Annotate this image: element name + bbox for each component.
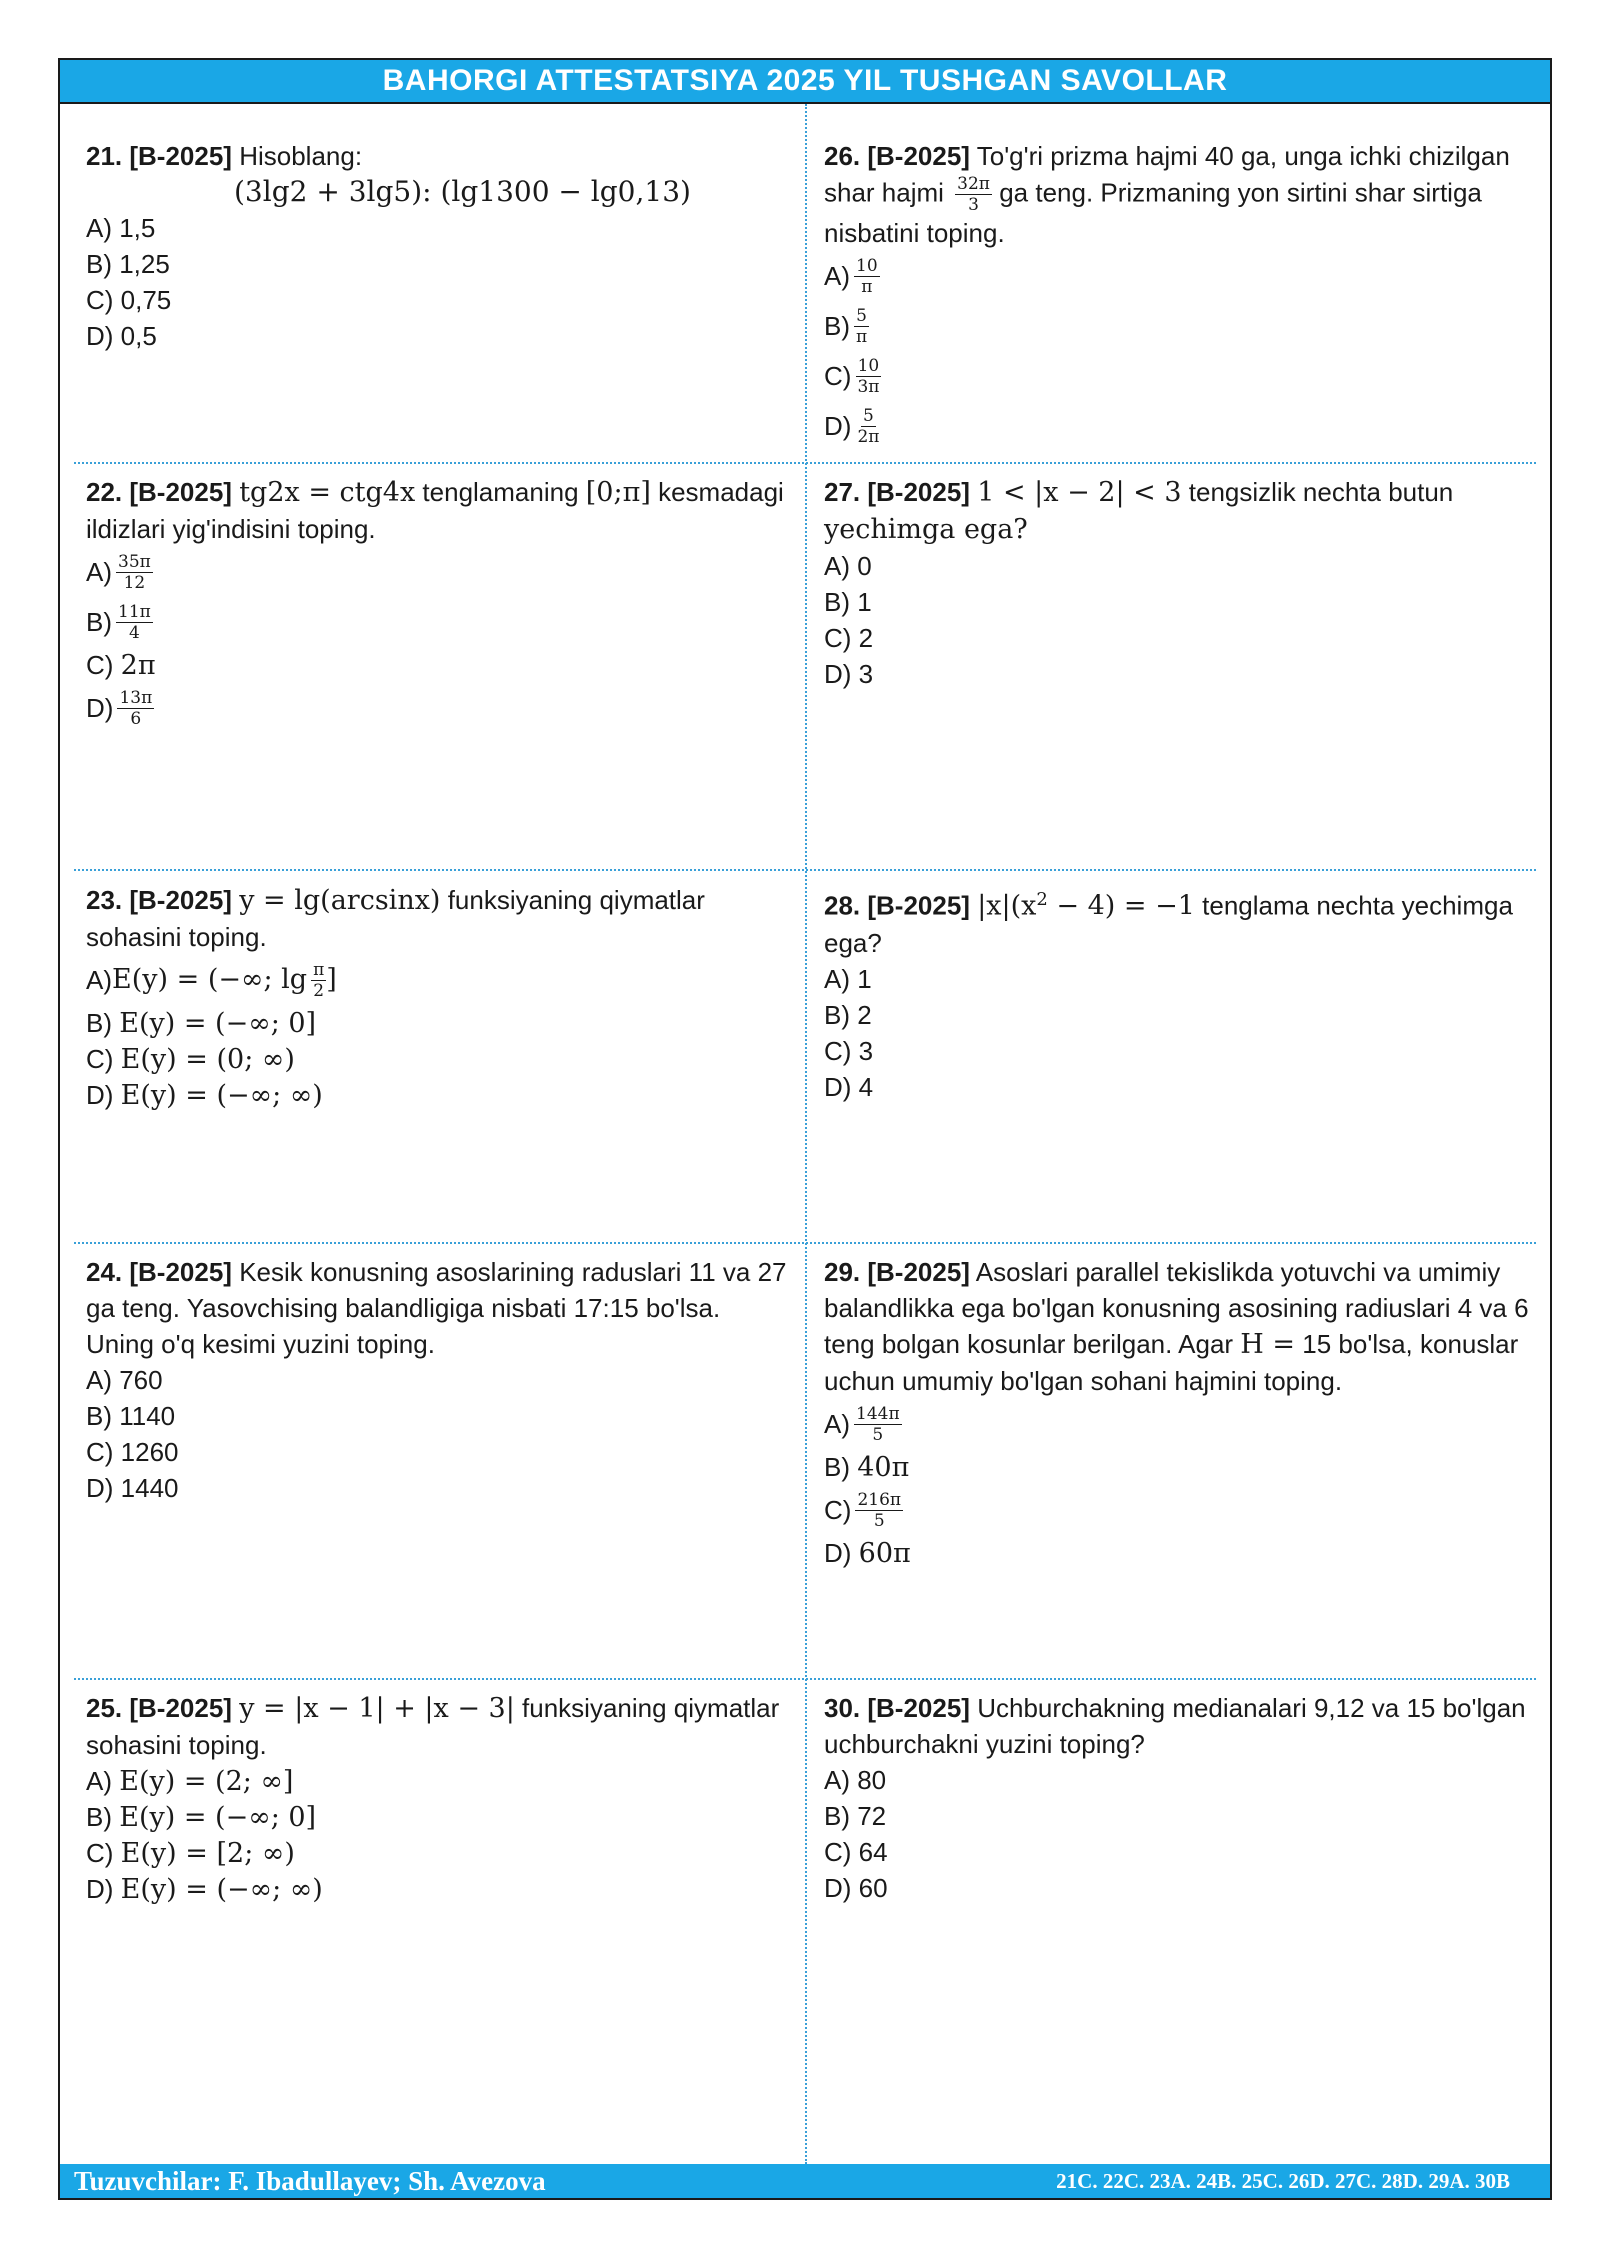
- option-a: [824, 251, 1542, 301]
- question-text: [86, 882, 793, 955]
- option-c: [824, 1485, 1542, 1535]
- fraction: [117, 688, 154, 729]
- fraction-numerator: π: [313, 959, 325, 980]
- question-21: [60, 138, 805, 354]
- option-d: D) 3: [824, 659, 874, 689]
- option-value: 40π: [857, 1452, 910, 1483]
- fraction-numerator: 32π: [957, 174, 990, 194]
- fraction-denominator: 4: [128, 622, 140, 643]
- fraction: [854, 1404, 902, 1445]
- question-number: 28. [B-2025]: [824, 890, 970, 921]
- question-text: [824, 882, 1542, 961]
- option-letter: A): [824, 261, 850, 291]
- question-26: [807, 138, 1554, 451]
- fraction-denominator: 5: [873, 1510, 885, 1531]
- option-letter: C): [824, 361, 852, 391]
- fraction-denominator: 5: [872, 1424, 884, 1445]
- option-a: [86, 955, 793, 1005]
- option-b: B) 2: [824, 999, 872, 1030]
- option-d: [86, 1871, 793, 1907]
- option-c: [86, 1835, 793, 1871]
- option-value: 60π: [858, 1538, 911, 1569]
- question-text: [824, 138, 1542, 251]
- question-number: 29. [B-2025]: [824, 1257, 970, 1287]
- option-d: D) 60: [824, 1873, 888, 1903]
- question-number: 23. [B-2025]: [86, 885, 232, 915]
- fraction-numerator: 5: [863, 405, 874, 426]
- fraction-numerator: 216π: [857, 1489, 902, 1510]
- option-letter: B): [86, 1008, 120, 1038]
- option-letter: B): [86, 1802, 120, 1832]
- authors-text: Tuzuvchilar: F. Ibadullayev; Sh. Avezova: [74, 2166, 546, 2196]
- fraction: [311, 960, 326, 1001]
- fraction: [855, 406, 881, 447]
- option-letter: B): [86, 607, 112, 637]
- fraction-denominator: 6: [130, 708, 142, 729]
- question-text: [824, 474, 1542, 548]
- question-prompt: Kesik konusning asoslarining raduslari 11 va 27 ga teng. Yasovchising balandligiga nisbati 17:15 bo'lsa. Uning o'q kesimi yuzini toping.: [86, 1257, 787, 1359]
- fraction-numerator: 35π: [118, 551, 151, 572]
- question-grid: [60, 104, 1550, 2164]
- option-b: [86, 597, 793, 647]
- option-a: A) 760: [86, 1365, 163, 1395]
- fraction-denominator: 3: [968, 195, 979, 215]
- fraction-denominator: 3π: [857, 376, 880, 397]
- question-prompt: Asoslari parallel tekislikda yotuvchi va umimiy balandlikka ega bo'lgan konusning asosining radiuslari 4 va 6 teng bolgan kosunlar berilgan. Agar: [824, 1257, 1529, 1359]
- option-letter: B): [824, 1452, 858, 1482]
- math-expression: yechimga ega?: [824, 514, 1028, 545]
- option-a: A) 80: [824, 1765, 887, 1795]
- fraction-denominator: π: [856, 326, 868, 347]
- option-letter: C): [86, 650, 121, 680]
- option-letter: D): [86, 1874, 121, 1904]
- option-value: E(y) = (2; ∞]: [119, 1766, 294, 1797]
- fraction: [855, 1490, 903, 1531]
- fraction-numerator: 11π: [118, 601, 151, 622]
- question-prompt: kesmadagi ildizlari yig'indisini toping.: [86, 477, 784, 544]
- option-c: C) 64: [824, 1837, 888, 1867]
- question-28: [807, 882, 1554, 1105]
- option-letter: B): [824, 311, 850, 341]
- question-25: [60, 1690, 805, 1907]
- option-d: [824, 1535, 1542, 1571]
- option-b: [86, 1005, 793, 1041]
- option-b: [86, 1799, 793, 1835]
- question-expression: (3lg2 + 3lg5): (lg1300 − lg0,13): [234, 175, 691, 208]
- option-letter: D): [86, 693, 114, 723]
- option-b: B) 1,25: [86, 249, 170, 279]
- question-22: [60, 474, 805, 733]
- fraction: [855, 356, 881, 397]
- question-number: 22. [B-2025]: [86, 477, 232, 507]
- fraction-denominator: π: [861, 276, 873, 297]
- option-a: A) 0: [824, 551, 872, 581]
- option-letter: A): [86, 557, 112, 587]
- question-prompt: tenglamaning: [415, 477, 586, 507]
- option-letter: C): [86, 1838, 121, 1868]
- math-expression: H =: [1240, 1329, 1296, 1360]
- option-c: [824, 351, 1542, 401]
- option-letter: C): [86, 1044, 121, 1074]
- question-text: [86, 138, 793, 174]
- row-divider: [74, 1678, 1536, 1680]
- option-value: E(y) = (−∞; 0]: [119, 1008, 317, 1039]
- option-value: 2π: [120, 650, 156, 681]
- fraction-denominator: 2π: [857, 426, 880, 447]
- option-d: [86, 683, 793, 733]
- option-d: [824, 401, 1542, 451]
- option-letter: D): [86, 1080, 121, 1110]
- question-number: 24. [B-2025]: [86, 1257, 232, 1287]
- fraction: [854, 256, 880, 297]
- fraction-denominator: 2: [313, 980, 325, 1001]
- math-expression: [0;π]: [585, 477, 651, 508]
- option-value: E(y) = (−∞; ∞): [120, 1874, 323, 1905]
- question-prompt: tengsizlik nechta butun: [1181, 477, 1454, 507]
- question-number: 26. [B-2025]: [824, 141, 970, 171]
- fraction-numerator: 10: [857, 355, 880, 376]
- option-b: [824, 301, 1542, 351]
- question-text: [824, 1690, 1542, 1762]
- option-b: B) 1140: [86, 1401, 176, 1431]
- option-c: [86, 647, 793, 683]
- fraction-numerator: 13π: [119, 687, 153, 708]
- option-a: [86, 547, 793, 597]
- option-c: [86, 1041, 793, 1077]
- exam-page: [58, 58, 1552, 2200]
- option-a: A) 1: [824, 963, 872, 994]
- question-text: [824, 1254, 1542, 1399]
- fraction: [116, 602, 153, 643]
- question-prompt: funksiyaning qiymatlar sohasini toping.: [86, 1693, 780, 1760]
- question-number: 30. [B-2025]: [824, 1693, 970, 1723]
- math-expression: − 4) = −1: [1047, 890, 1195, 922]
- option-value: ]: [326, 964, 337, 995]
- fraction-numerator: 5: [856, 305, 867, 326]
- question-number: 21. [B-2025]: [86, 141, 232, 171]
- option-b: B) 1: [824, 587, 872, 617]
- option-b: [824, 1449, 1542, 1485]
- option-letter: D): [824, 1538, 859, 1568]
- question-prompt: tenglama nechta yechimga ega?: [824, 890, 1513, 958]
- option-value: E(y) = (−∞; ∞): [120, 1080, 323, 1111]
- math-expression: y = |x − 1| + |x − 3|: [239, 1693, 515, 1724]
- option-a: A) 1,5: [86, 213, 156, 243]
- question-24: [60, 1254, 805, 1506]
- option-c: C) 1260: [86, 1437, 179, 1467]
- fraction: [854, 306, 869, 347]
- option-value: E(y) = [2; ∞): [120, 1838, 295, 1869]
- math-expression: |x|(x: [977, 890, 1037, 922]
- option-d: D) 1440: [86, 1473, 179, 1503]
- row-divider: [74, 1242, 1536, 1244]
- question-prompt: Uchburchakning medianalari 9,12 va 15 bo'lgan uchburchakni yuzini toping?: [824, 1693, 1526, 1759]
- fraction-numerator: 10: [856, 255, 878, 276]
- answer-key: 21C. 22C. 23A. 24B. 25C. 26D. 27C. 28D. 29A. 30B: [1056, 2169, 1510, 2193]
- question-text: [86, 1690, 793, 1763]
- option-letter: A): [824, 1409, 850, 1439]
- option-letter: D): [824, 411, 852, 441]
- math-expression: y = lg(arcsinx): [239, 885, 441, 916]
- question-27: [807, 474, 1554, 692]
- option-d: D) 4: [824, 1071, 874, 1102]
- question-number: 25. [B-2025]: [86, 1693, 232, 1723]
- row-divider: [74, 462, 1536, 464]
- question-30: [807, 1690, 1554, 1906]
- option-c: C) 3: [824, 1035, 874, 1066]
- question-prompt: 15 bo'lsa, konuslar uchun umumiy bo'lgan sohani hajmini toping.: [824, 1329, 1519, 1396]
- question-prompt: ga teng. Prizmaning yon sirtini shar sirtiga nisbatini toping.: [824, 177, 1482, 248]
- option-value: E(y) = (−∞; 0]: [119, 1802, 317, 1833]
- row-divider: [74, 869, 1536, 871]
- question-text: [86, 1254, 793, 1362]
- question-prompt: Hisoblang:: [239, 141, 363, 171]
- option-letter: A): [86, 965, 112, 995]
- option-a: [86, 1763, 793, 1799]
- option-letter: C): [824, 1495, 852, 1525]
- fraction-denominator: 12: [123, 572, 146, 593]
- page-header: [60, 60, 1550, 104]
- option-c: C) 2: [824, 623, 874, 653]
- page-footer: [60, 2164, 1550, 2198]
- fraction-numerator: 144π: [856, 1403, 900, 1424]
- math-expression: 1 < |x − 2| < 3: [977, 477, 1182, 508]
- math-expression: tg2x = ctg4x: [239, 477, 416, 508]
- math-exponent: 2: [1036, 889, 1048, 910]
- option-letter: A): [86, 1766, 120, 1796]
- question-23: [60, 882, 805, 1113]
- option-b: B) 72: [824, 1801, 887, 1831]
- header-title: BAHORGI ATTESTATSIYA 2025 YIL TUSHGAN SAVOLLAR: [382, 64, 1228, 97]
- question-text: [86, 474, 793, 547]
- fraction: [116, 552, 153, 593]
- option-a: [824, 1399, 1542, 1449]
- question-29: [807, 1254, 1554, 1571]
- option-value: E(y) = (0; ∞): [120, 1044, 295, 1075]
- question-prompt: funksiyaning qiymatlar sohasini toping.: [86, 885, 705, 952]
- fraction: [955, 174, 992, 215]
- option-d: D) 0,5: [86, 321, 157, 351]
- option-c: C) 0,75: [86, 285, 172, 315]
- question-number: 27. [B-2025]: [824, 477, 970, 507]
- option-d: [86, 1077, 793, 1113]
- option-value: E(y) = (−∞; lg: [112, 964, 308, 995]
- question-prompt: To'g'ri prizma hajmi 40 ga, unga ichki chizilgan shar hajmi: [824, 141, 1510, 208]
